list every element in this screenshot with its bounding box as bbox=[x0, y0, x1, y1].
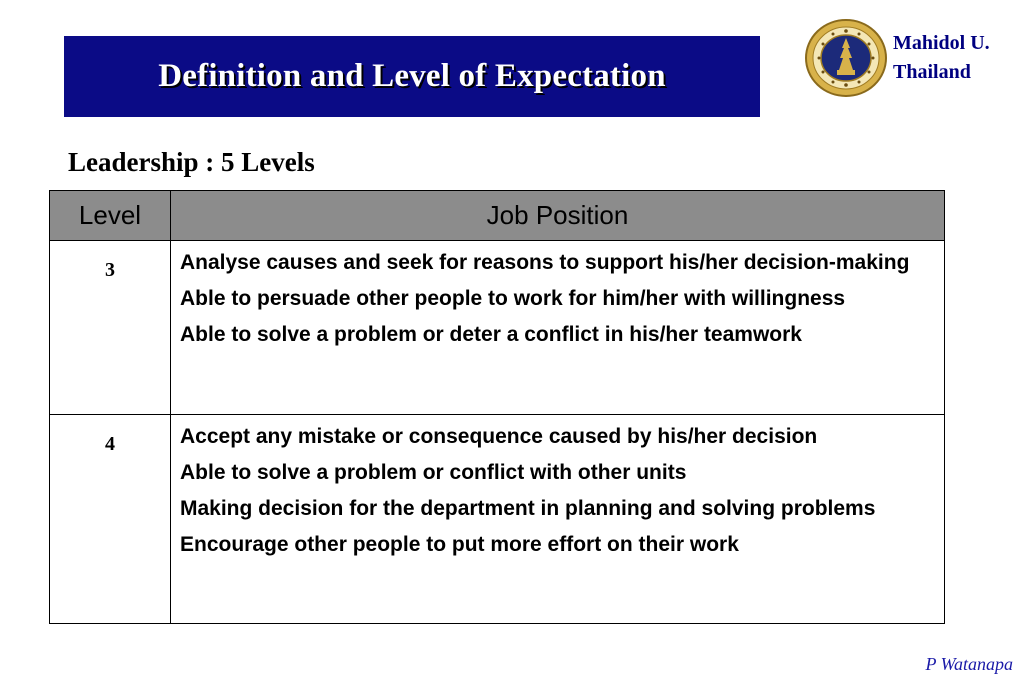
header-level: Level bbox=[50, 191, 171, 241]
organization-country: Thailand bbox=[893, 61, 971, 83]
author-credit: P Watanapa bbox=[925, 654, 1013, 674]
levels-table bbox=[49, 190, 945, 624]
table-header-row bbox=[50, 191, 945, 241]
job-position-item: Able to persuade other people to work for him/her with willingness bbox=[180, 287, 846, 310]
job-position-cell bbox=[171, 241, 945, 415]
table-row bbox=[50, 415, 945, 624]
job-position-cell bbox=[171, 415, 945, 624]
organization-label bbox=[893, 29, 990, 87]
organization-name: Mahidol U. bbox=[893, 32, 990, 54]
job-position-item: Able to solve a problem or conflict with other units bbox=[180, 461, 687, 484]
header-job-position: Job Position bbox=[171, 191, 945, 241]
job-position-item: Encourage other people to put more effort on their work bbox=[180, 533, 739, 556]
table-row bbox=[50, 241, 945, 415]
university-seal-logo bbox=[804, 18, 888, 98]
title-banner bbox=[64, 36, 760, 117]
job-position-item: Able to solve a problem or deter a conflict in his/her teamwork bbox=[180, 323, 802, 346]
section-subtitle: Leadership : 5 Levels bbox=[68, 147, 315, 177]
level-cell: 3 bbox=[50, 241, 171, 415]
job-position-item: Making decision for the department in planning and solving problems bbox=[180, 497, 876, 520]
job-position-item: Accept any mistake or consequence caused by his/her decision bbox=[180, 425, 818, 448]
slide-title: Definition and Level of Expectation bbox=[158, 58, 666, 94]
level-cell: 4 bbox=[50, 415, 171, 624]
job-position-item: Analyse causes and seek for reasons to support his/her decision-making bbox=[180, 251, 910, 274]
